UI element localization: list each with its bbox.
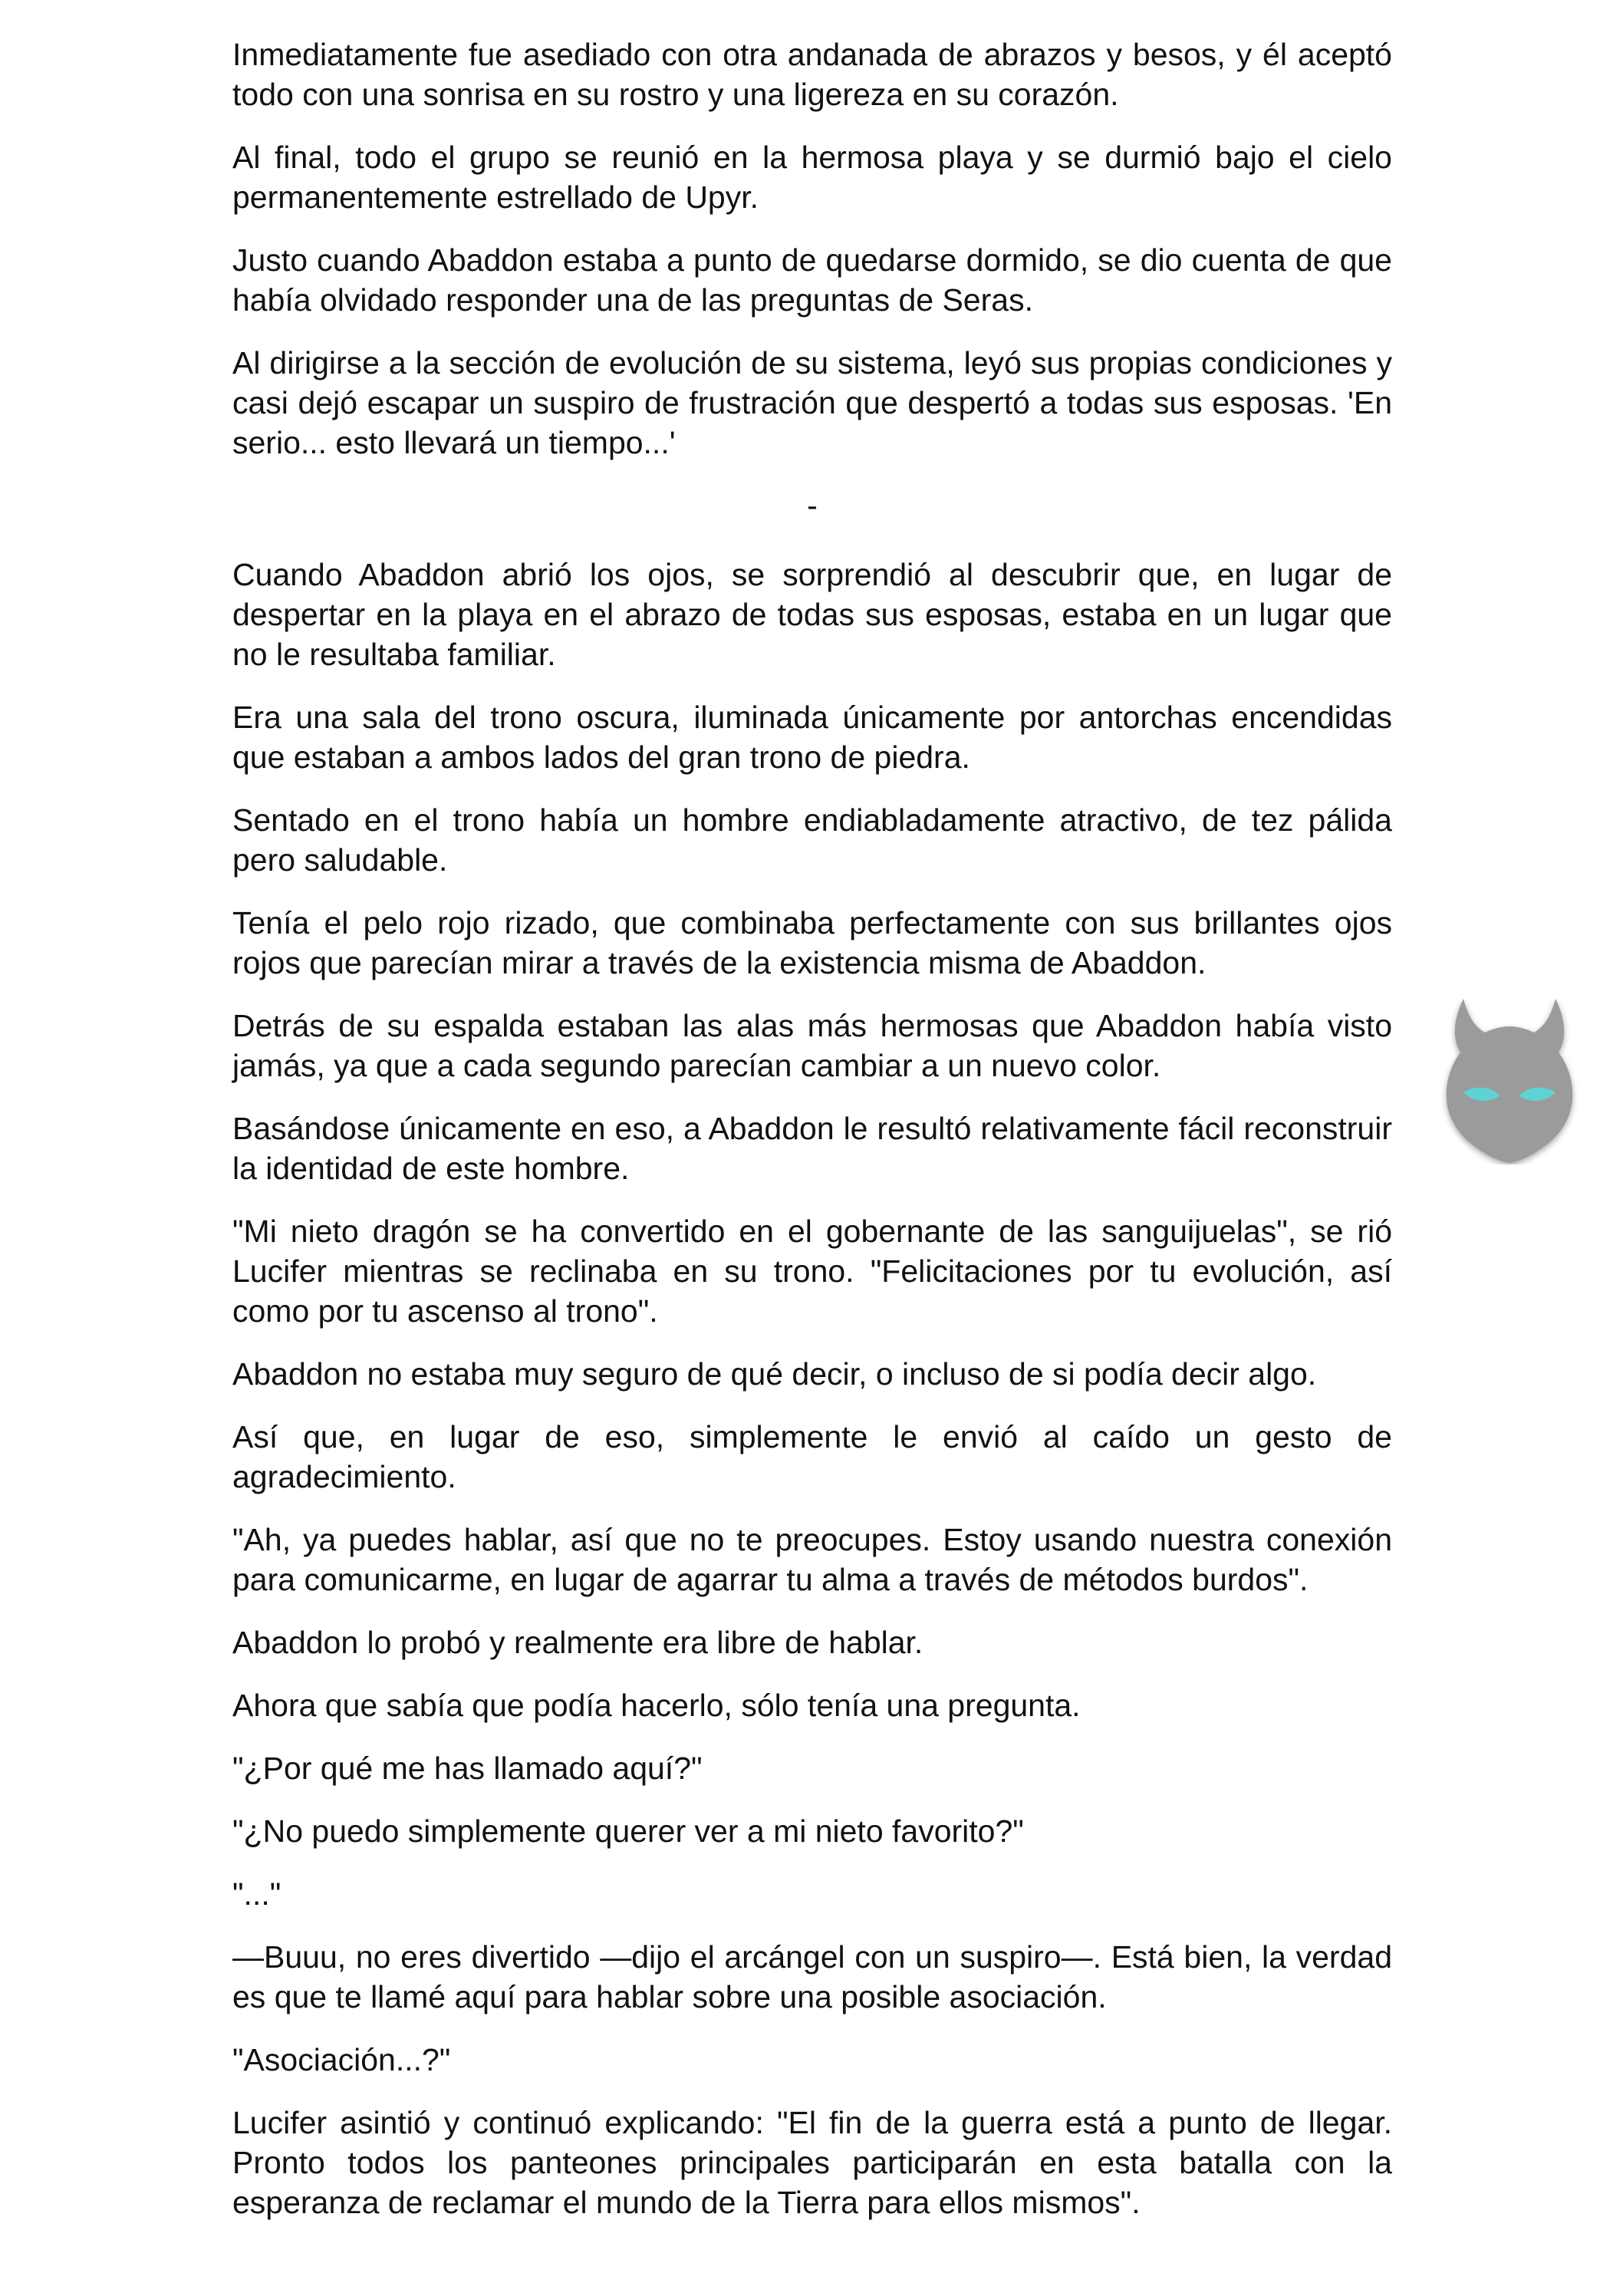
paragraph: "Mi nieto dragón se ha convertido en el gobernante de las sanguijuelas", se rió Lucifer mientras se reclinaba en su trono. "Felicitaciones por tu evolución, así como por tu ascenso al trono".: [232, 1214, 1392, 1329]
paragraph: "Asociación...?": [232, 2042, 451, 2077]
paragraph: Justo cuando Abaddon estaba a punto de quedarse dormido, se dio cuenta de que había olvidado responder una de las preguntas de Seras.: [232, 242, 1392, 318]
paragraph: "...": [232, 1876, 281, 1912]
paragraph: Tenía el pelo rojo rizado, que combinaba perfectamente con sus brillantes ojos rojos que parecían mirar a través de la existencia misma de Abaddon.: [232, 905, 1392, 980]
paragraph: "Ah, ya puedes hablar, así que no te preocupes. Estoy usando nuestra conexión para comunicarme, en lugar de agarrar tu alma a través de métodos burdos".: [232, 1522, 1392, 1597]
paragraph: Era una sala del trono oscura, iluminada únicamente por antorchas encendidas que estaban a ambos lados del gran trono de piedra.: [232, 700, 1392, 775]
paragraph: Así que, en lugar de eso, simplemente le envió al caído un gesto de agradecimiento.: [232, 1419, 1392, 1494]
demon-head-shape: [1447, 999, 1573, 1163]
paragraph: Cuando Abaddon abrió los ojos, se sorprendió al descubrir que, en lugar de despertar en la playa en el abrazo de todas sus esposas, estaba en un lugar que no le resultaba familiar.: [232, 557, 1392, 672]
paragraph: Detrás de su espalda estaban las alas más hermosas que Abaddon había visto jamás, ya que a cada segundo parecían cambiar a un nuevo color.: [232, 1008, 1392, 1083]
scene-break: -: [807, 488, 818, 523]
paragraph: Lucifer asintió y continuó explicando: "El fin de la guerra está a punto de llegar. Pronto todos los panteones principales participarán en esta batalla con la esperanza de reclamar el mundo de la Tierra para ellos mismos".: [232, 2105, 1392, 2220]
paragraph: Sentado en el trono había un hombre endiabladamente atractivo, de tez pálida pero saludable.: [232, 802, 1392, 878]
paragraph: —Buuu, no eres divertido —dijo el arcángel con un suspiro—. Está bien, la verdad es que te llamé aquí para hablar sobre una posible asociación.: [232, 1939, 1392, 2014]
horned-demon-head-icon: [1433, 994, 1586, 1164]
paragraph: "¿No puedo simplemente querer ver a mi nieto favorito?": [232, 1813, 1024, 1849]
paragraph: Abaddon lo probó y realmente era libre de hablar.: [232, 1625, 923, 1660]
paragraph: Inmediatamente fue asediado con otra andanada de abrazos y besos, y él aceptó todo con una sonrisa en su rostro y una ligereza en su corazón.: [232, 37, 1392, 112]
paragraph: "¿Por qué me has llamado aquí?": [232, 1751, 703, 1786]
paragraph: Abaddon no estaba muy seguro de qué decir, o incluso de si podía decir algo.: [232, 1356, 1317, 1392]
watermark-logo: [1433, 994, 1586, 1164]
paragraph: Basándose únicamente en eso, a Abaddon le resultó relativamente fácil reconstruir la identidad de este hombre.: [232, 1111, 1392, 1186]
paragraph: Al dirigirse a la sección de evolución de su sistema, leyó sus propias condiciones y casi dejó escapar un suspiro de frustración que despertó a todas sus esposas. 'En serio... esto llevará un tiempo...': [232, 345, 1392, 460]
text-column: [232, 35, 1392, 2245]
paragraph: Ahora que sabía que podía hacerlo, sólo tenía una pregunta.: [232, 1688, 1081, 1723]
paragraph: Al final, todo el grupo se reunió en la hermosa playa y se durmió bajo el cielo permanentemente estrellado de Upyr.: [232, 140, 1392, 215]
